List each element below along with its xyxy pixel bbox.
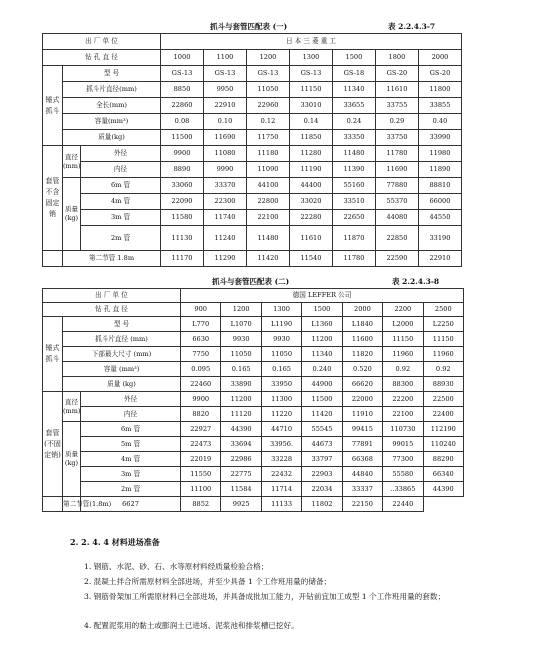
t2-model-label: 型 号 (63, 317, 181, 332)
table-cell: 44100 (246, 178, 289, 194)
table-cell: 9930 (221, 332, 261, 347)
table-cell: 0.14 (289, 114, 332, 130)
table-cell: 9990 (204, 162, 247, 178)
list-item: 1. 钢筋、水泥、砂、石、水等原材料经质量检验合格； (84, 562, 269, 571)
table-cell: 33010 (289, 98, 332, 114)
table-cell: 11780 (332, 251, 375, 267)
table-row (43, 114, 462, 130)
t1-pipe-label: 2m 管 (81, 226, 161, 251)
table-cell: 11080 (204, 146, 247, 162)
table1-number: 表 2.2.4.3-7 (388, 22, 436, 31)
table-cell: 11980 (418, 146, 461, 162)
t2-manufacturer-label: 出 厂 单 位 (43, 289, 181, 303)
table-cell: 2000 (418, 50, 461, 66)
table-cell: 9950 (204, 82, 247, 98)
t2-pipe-label: 6m 管 (81, 422, 181, 437)
table-cell: 9900 (161, 146, 204, 162)
t1-dia-label (63, 146, 81, 178)
table-cell: 33190 (418, 226, 461, 251)
table-cell: GS-20 (375, 66, 418, 82)
table-cell: 55580 (383, 467, 423, 482)
t2-dia-unit: (mm) (63, 406, 81, 415)
section-heading: 2. 2. 4. 4 材料进场准备 (70, 537, 160, 547)
t1-diameter-row (43, 50, 462, 66)
list-item: 2. 混凝土拌合所需原材料全部进场，并至少具备 1 个工作班用量的储备； (84, 577, 332, 586)
table-cell: 11200 (302, 332, 342, 347)
table-row (43, 82, 462, 98)
table-cell: 22650 (332, 210, 375, 226)
table-cell: 22800 (246, 194, 289, 210)
table-cell: 11600 (342, 332, 382, 347)
table-cell: 22400 (423, 407, 463, 422)
t1-outer-label: 外径 (81, 146, 161, 162)
table-cell: 11500 (161, 130, 204, 146)
table-cell: 22590 (375, 251, 418, 267)
table-cell: 110240 (423, 437, 463, 452)
table-cell: 11050 (221, 347, 261, 362)
table-row (43, 98, 462, 114)
table-cell: 11340 (302, 347, 342, 362)
t1-pipe-label: 6m 管 (81, 178, 161, 194)
table-cell: 33337 (342, 482, 382, 497)
table-cell: GS-13 (246, 66, 289, 82)
table-cell: 11690 (375, 162, 418, 178)
table-cell: 22000 (342, 392, 382, 407)
table-cell: 0.520 (342, 362, 382, 377)
table-cell: 88810 (418, 178, 461, 194)
table-cell: 22960 (246, 98, 289, 114)
table-cell: L1840 (342, 317, 382, 332)
table-cell: 11802 (302, 497, 342, 512)
table-cell: 22150 (342, 497, 382, 512)
t1-manufacturer-label: 出 厂 单 位 (43, 34, 161, 50)
table-cell: 99415 (342, 422, 382, 437)
table-cell: 22200 (383, 392, 423, 407)
table-cell: 33855 (418, 98, 461, 114)
table-row (43, 452, 464, 467)
table-cell: 55160 (332, 178, 375, 194)
table-cell: 11130 (161, 226, 204, 251)
table-cell: 11220 (261, 407, 301, 422)
table-cell: 11390 (332, 162, 375, 178)
table-cell: 0.92 (423, 362, 463, 377)
table-row (43, 178, 462, 194)
t1-blade-label: 抓斗片直径(mm) (63, 82, 161, 98)
table-cell: 22440 (383, 497, 423, 512)
table-row (43, 467, 464, 482)
table-row (43, 497, 464, 512)
table-row (43, 162, 462, 178)
table-cell: 11150 (383, 332, 423, 347)
table-cell: 2200 (383, 303, 423, 317)
table-cell: 6630 (181, 332, 221, 347)
t1-weight-label: 质量(kg) (63, 130, 161, 146)
table-cell: GS-13 (289, 66, 332, 82)
t2-pipe-size-label: 下部最大尺寸 (mm) (63, 347, 181, 362)
t2-diameter-row (43, 303, 464, 317)
table-cell: 11610 (375, 82, 418, 98)
table-cell: 55370 (375, 194, 418, 210)
table-cell: 22927 (181, 422, 221, 437)
table-cell: GS-20 (418, 66, 461, 82)
table-cell: 1300 (261, 303, 301, 317)
table1-title: 抓斗与套管匹配表 (一) (210, 22, 288, 31)
table-row (43, 332, 464, 347)
table-cell: 11190 (289, 162, 332, 178)
table-cell: 0.92 (383, 362, 423, 377)
table-row (43, 437, 464, 452)
table-cell: 112190 (423, 422, 463, 437)
table-cell: 2500 (423, 303, 463, 317)
table-cell: 22280 (289, 210, 332, 226)
table-cell: 8890 (161, 162, 204, 178)
t1-model-label: 型 号 (63, 66, 161, 82)
table-cell: 11960 (423, 347, 463, 362)
table-cell: 88300 (383, 377, 423, 392)
table-cell: 11100 (181, 482, 221, 497)
table-cell: 33694 (221, 437, 261, 452)
table-cell: 9925 (221, 497, 261, 512)
table-cell: 33510 (332, 194, 375, 210)
table-cell: ..33865 (383, 482, 423, 497)
t2-second-label: 第二节管(1.8m) (63, 497, 81, 512)
table-cell: 22910 (204, 98, 247, 114)
table-cell: 66340 (423, 467, 463, 482)
table-row (43, 482, 464, 497)
table-cell: 22775 (221, 467, 261, 482)
table-cell: 44390 (221, 422, 261, 437)
table-cell: 1800 (375, 50, 418, 66)
table-cell: 99015 (383, 437, 423, 452)
table-cell: 22100 (246, 210, 289, 226)
table-cell: 11420 (246, 251, 289, 267)
table-row (43, 210, 462, 226)
table-cell: 66000 (418, 194, 461, 210)
table-cell: 22432 (261, 467, 301, 482)
table-row (43, 130, 462, 146)
table-cell: 77880 (375, 178, 418, 194)
t1-second-label: 第二节管 1.8m (63, 251, 161, 267)
table-cell: 55545 (302, 422, 342, 437)
table-cell: 33370 (204, 178, 247, 194)
table-row (43, 392, 464, 407)
table-cell: 11340 (332, 82, 375, 98)
table-cell: 22300 (204, 194, 247, 210)
table-row (43, 66, 462, 82)
table-cell: 7750 (181, 347, 221, 362)
table-cell: 11820 (342, 347, 382, 362)
table-cell: 22460 (181, 377, 221, 392)
t1-capacity-label: 容量(mm³) (63, 114, 161, 130)
table-cell: 9930 (261, 332, 301, 347)
table-row (43, 422, 464, 437)
table-cell: 44900 (302, 377, 342, 392)
t2-mass-label (63, 422, 81, 497)
t1-mass-label-text: 质量 (65, 205, 78, 213)
table-cell: 44400 (289, 178, 332, 194)
table-cell: 33350 (332, 130, 375, 146)
table-cell: 2000 (342, 303, 382, 317)
table-cell: 22019 (181, 452, 221, 467)
table-cell: 1200 (221, 303, 261, 317)
table-cell: 11610 (289, 226, 332, 251)
table-cell: 0.165 (261, 362, 301, 377)
table-cell: 22903 (302, 467, 342, 482)
table-row (43, 347, 464, 362)
table-cell: 33020 (289, 194, 332, 210)
t1-inner-label: 内径 (81, 162, 161, 178)
table-cell: 1500 (302, 303, 342, 317)
table-cell: 22986 (221, 452, 261, 467)
table-cell: 1100 (204, 50, 247, 66)
table-cell: 11200 (221, 392, 261, 407)
t1-length-label: 全长(mm) (63, 98, 161, 114)
t1-mass-unit: (kg) (64, 214, 79, 222)
table-row (43, 377, 464, 392)
t2-weight-label: 质量 (kg) (63, 377, 181, 392)
table-cell: 44390 (423, 482, 463, 497)
table-cell: 11550 (181, 467, 221, 482)
table-cell: 11800 (418, 82, 461, 98)
table-cell: 0.24 (332, 114, 375, 130)
table-cell: 11120 (221, 407, 261, 422)
table-cell: 66620 (342, 377, 382, 392)
table-row (43, 251, 462, 267)
table-cell: 8850 (161, 82, 204, 98)
table-cell: 11170 (161, 251, 204, 267)
t1-pipe-label: 3m 管 (81, 210, 161, 226)
table-cell: 88290 (423, 452, 463, 467)
table-cell: 11714 (261, 482, 301, 497)
table2 (42, 288, 464, 512)
table-cell: 1000 (161, 50, 204, 66)
table-cell: 11850 (289, 130, 332, 146)
t2-inner-label: 内径 (81, 407, 181, 422)
table-row (43, 194, 462, 210)
table-cell: 11740 (204, 210, 247, 226)
table-cell: 11890 (418, 162, 461, 178)
table1 (42, 33, 462, 267)
table-cell: 77300 (383, 452, 423, 467)
table-cell: 11690 (204, 130, 247, 146)
table-cell: 11480 (246, 226, 289, 251)
table-cell: 11750 (246, 130, 289, 146)
table-cell: L770 (181, 317, 221, 332)
table-row (43, 226, 462, 251)
t2-pipe-label: 5m 管 (81, 437, 181, 452)
table-cell: 11050 (261, 347, 301, 362)
table-cell: 110730 (383, 422, 423, 437)
table-cell: 8852 (181, 497, 221, 512)
table-cell: 22910 (418, 251, 461, 267)
table-cell: 0.240 (302, 362, 342, 377)
table-cell: 11150 (289, 82, 332, 98)
table-cell: GS-13 (161, 66, 204, 82)
t1-mass-label (63, 178, 81, 251)
table-cell: 44080 (375, 210, 418, 226)
table-cell: 11090 (246, 162, 289, 178)
table-cell: 11870 (332, 226, 375, 251)
table-cell: 0.095 (181, 362, 221, 377)
table-cell: 11780 (375, 146, 418, 162)
table-cell: 11580 (161, 210, 204, 226)
table-cell: L1190 (261, 317, 301, 332)
table-cell: 11540 (289, 251, 332, 267)
t2-casing-group: 套管(不固定销) (43, 392, 63, 497)
table-cell: 0.12 (246, 114, 289, 130)
t1-casing-group: 套管不含固定销 (43, 146, 63, 251)
table-cell: 44840 (342, 467, 382, 482)
table-row (43, 407, 464, 422)
table-cell: 11133 (261, 497, 301, 512)
t1-dia-unit: (mm) (63, 161, 81, 170)
t2-mass-label-text: 质量 (65, 450, 78, 458)
t2-dia-label (63, 392, 81, 422)
t2-mass-unit: (kg) (64, 459, 79, 467)
table-cell: 33060 (161, 178, 204, 194)
table-cell: 11420 (302, 407, 342, 422)
table-cell: 11480 (332, 146, 375, 162)
table-cell: 11960 (383, 347, 423, 362)
table-cell: 22500 (423, 392, 463, 407)
table-cell: 22850 (375, 226, 418, 251)
table-cell: 11290 (204, 251, 247, 267)
table-cell: 33655 (332, 98, 375, 114)
t2-pipe-label: 3m 管 (81, 467, 181, 482)
table-cell: 33755 (375, 98, 418, 114)
table-cell: 6627 (81, 497, 181, 512)
t2-dia-label-text: 直径 (65, 397, 78, 406)
t1-manufacturer: 日 本 三 菱 重 工 (161, 34, 462, 50)
t2-grab-group: 锤式抓斗 (43, 317, 63, 392)
table-cell: 22034 (302, 482, 342, 497)
t1-pipe-label: 4m 管 (81, 194, 161, 210)
table-cell: 900 (181, 303, 221, 317)
table-cell: 0.165 (221, 362, 261, 377)
table-cell: 33228 (261, 452, 301, 467)
table-cell: 33750 (375, 130, 418, 146)
table-cell: 33890 (221, 377, 261, 392)
t2-pipe-label: 2m 管 (81, 482, 181, 497)
table-cell: 22473 (181, 437, 221, 452)
list-item: 4. 配置泥浆用的黏土或膨润土已进场、泥浆池和排浆槽已挖好。 (84, 621, 299, 630)
table-cell: 33990 (418, 130, 461, 146)
table-cell: 22860 (161, 98, 204, 114)
table-cell: 11910 (342, 407, 382, 422)
table-cell: L2250 (423, 317, 463, 332)
table-cell: 11150 (423, 332, 463, 347)
table-cell: L2000 (383, 317, 423, 332)
t2-pipe-label: 4m 管 (81, 452, 181, 467)
t2-manufacturer: 德国 LEFFER 公司 (181, 289, 464, 303)
t1-grab-group: 锤式抓斗 (43, 66, 63, 146)
table2-title: 抓斗与套管匹配表 (二) (212, 277, 290, 286)
table-cell: 9900 (181, 392, 221, 407)
table-cell: 44673 (302, 437, 342, 452)
table-cell: GS-13 (204, 66, 247, 82)
table-cell: 0.29 (375, 114, 418, 130)
table-cell: 22090 (161, 194, 204, 210)
table-cell: 1500 (332, 50, 375, 66)
table-cell: 33956. (261, 437, 301, 452)
table-row (43, 317, 464, 332)
table-cell: 33797 (302, 452, 342, 467)
table-cell: 88930 (423, 377, 463, 392)
table-cell: L1070 (221, 317, 261, 332)
table-cell: 44710 (261, 422, 301, 437)
table-row (43, 146, 462, 162)
table-cell: 66368 (342, 452, 382, 467)
table-cell: 0.08 (161, 114, 204, 130)
table-cell: 11584 (221, 482, 261, 497)
table-cell: 11300 (261, 392, 301, 407)
table-cell: 1200 (246, 50, 289, 66)
table-cell: 11180 (246, 146, 289, 162)
table2-number: 表 2.2.4.3-8 (392, 277, 440, 286)
list-item: 3. 钢筋骨架加工所需原材料已全部进场，并具备成批加工能力，开钻前宜加工成型 1 个工作班用量的套数； (84, 592, 446, 601)
table-cell: 11240 (204, 226, 247, 251)
t2-capacity-label: 容量 (mm³) (63, 362, 181, 377)
table-cell: 33950 (261, 377, 301, 392)
table-cell: 1300 (289, 50, 332, 66)
table-cell: 0.10 (204, 114, 247, 130)
table-cell: 11500 (302, 392, 342, 407)
table-cell: 8820 (181, 407, 221, 422)
table-cell: GS-18 (332, 66, 375, 82)
t1-diameter-label: 钻 孔 直 径 (43, 50, 161, 66)
table-cell: 11280 (289, 146, 332, 162)
table-cell: 44550 (418, 210, 461, 226)
table-cell: L1360 (302, 317, 342, 332)
t2-diameter-label: 钻 孔 直 径 (43, 303, 181, 317)
table-cell: 11050 (246, 82, 289, 98)
t2-blade-label: 抓斗片直径 (mm) (63, 332, 181, 347)
t1-dia-label-text: 直径 (65, 152, 78, 161)
table-row (43, 362, 464, 377)
t2-outer-label: 外径 (81, 392, 181, 407)
table-cell: 77891 (342, 437, 382, 452)
table-cell: 22100 (383, 407, 423, 422)
table-cell: 0.40 (418, 114, 461, 130)
